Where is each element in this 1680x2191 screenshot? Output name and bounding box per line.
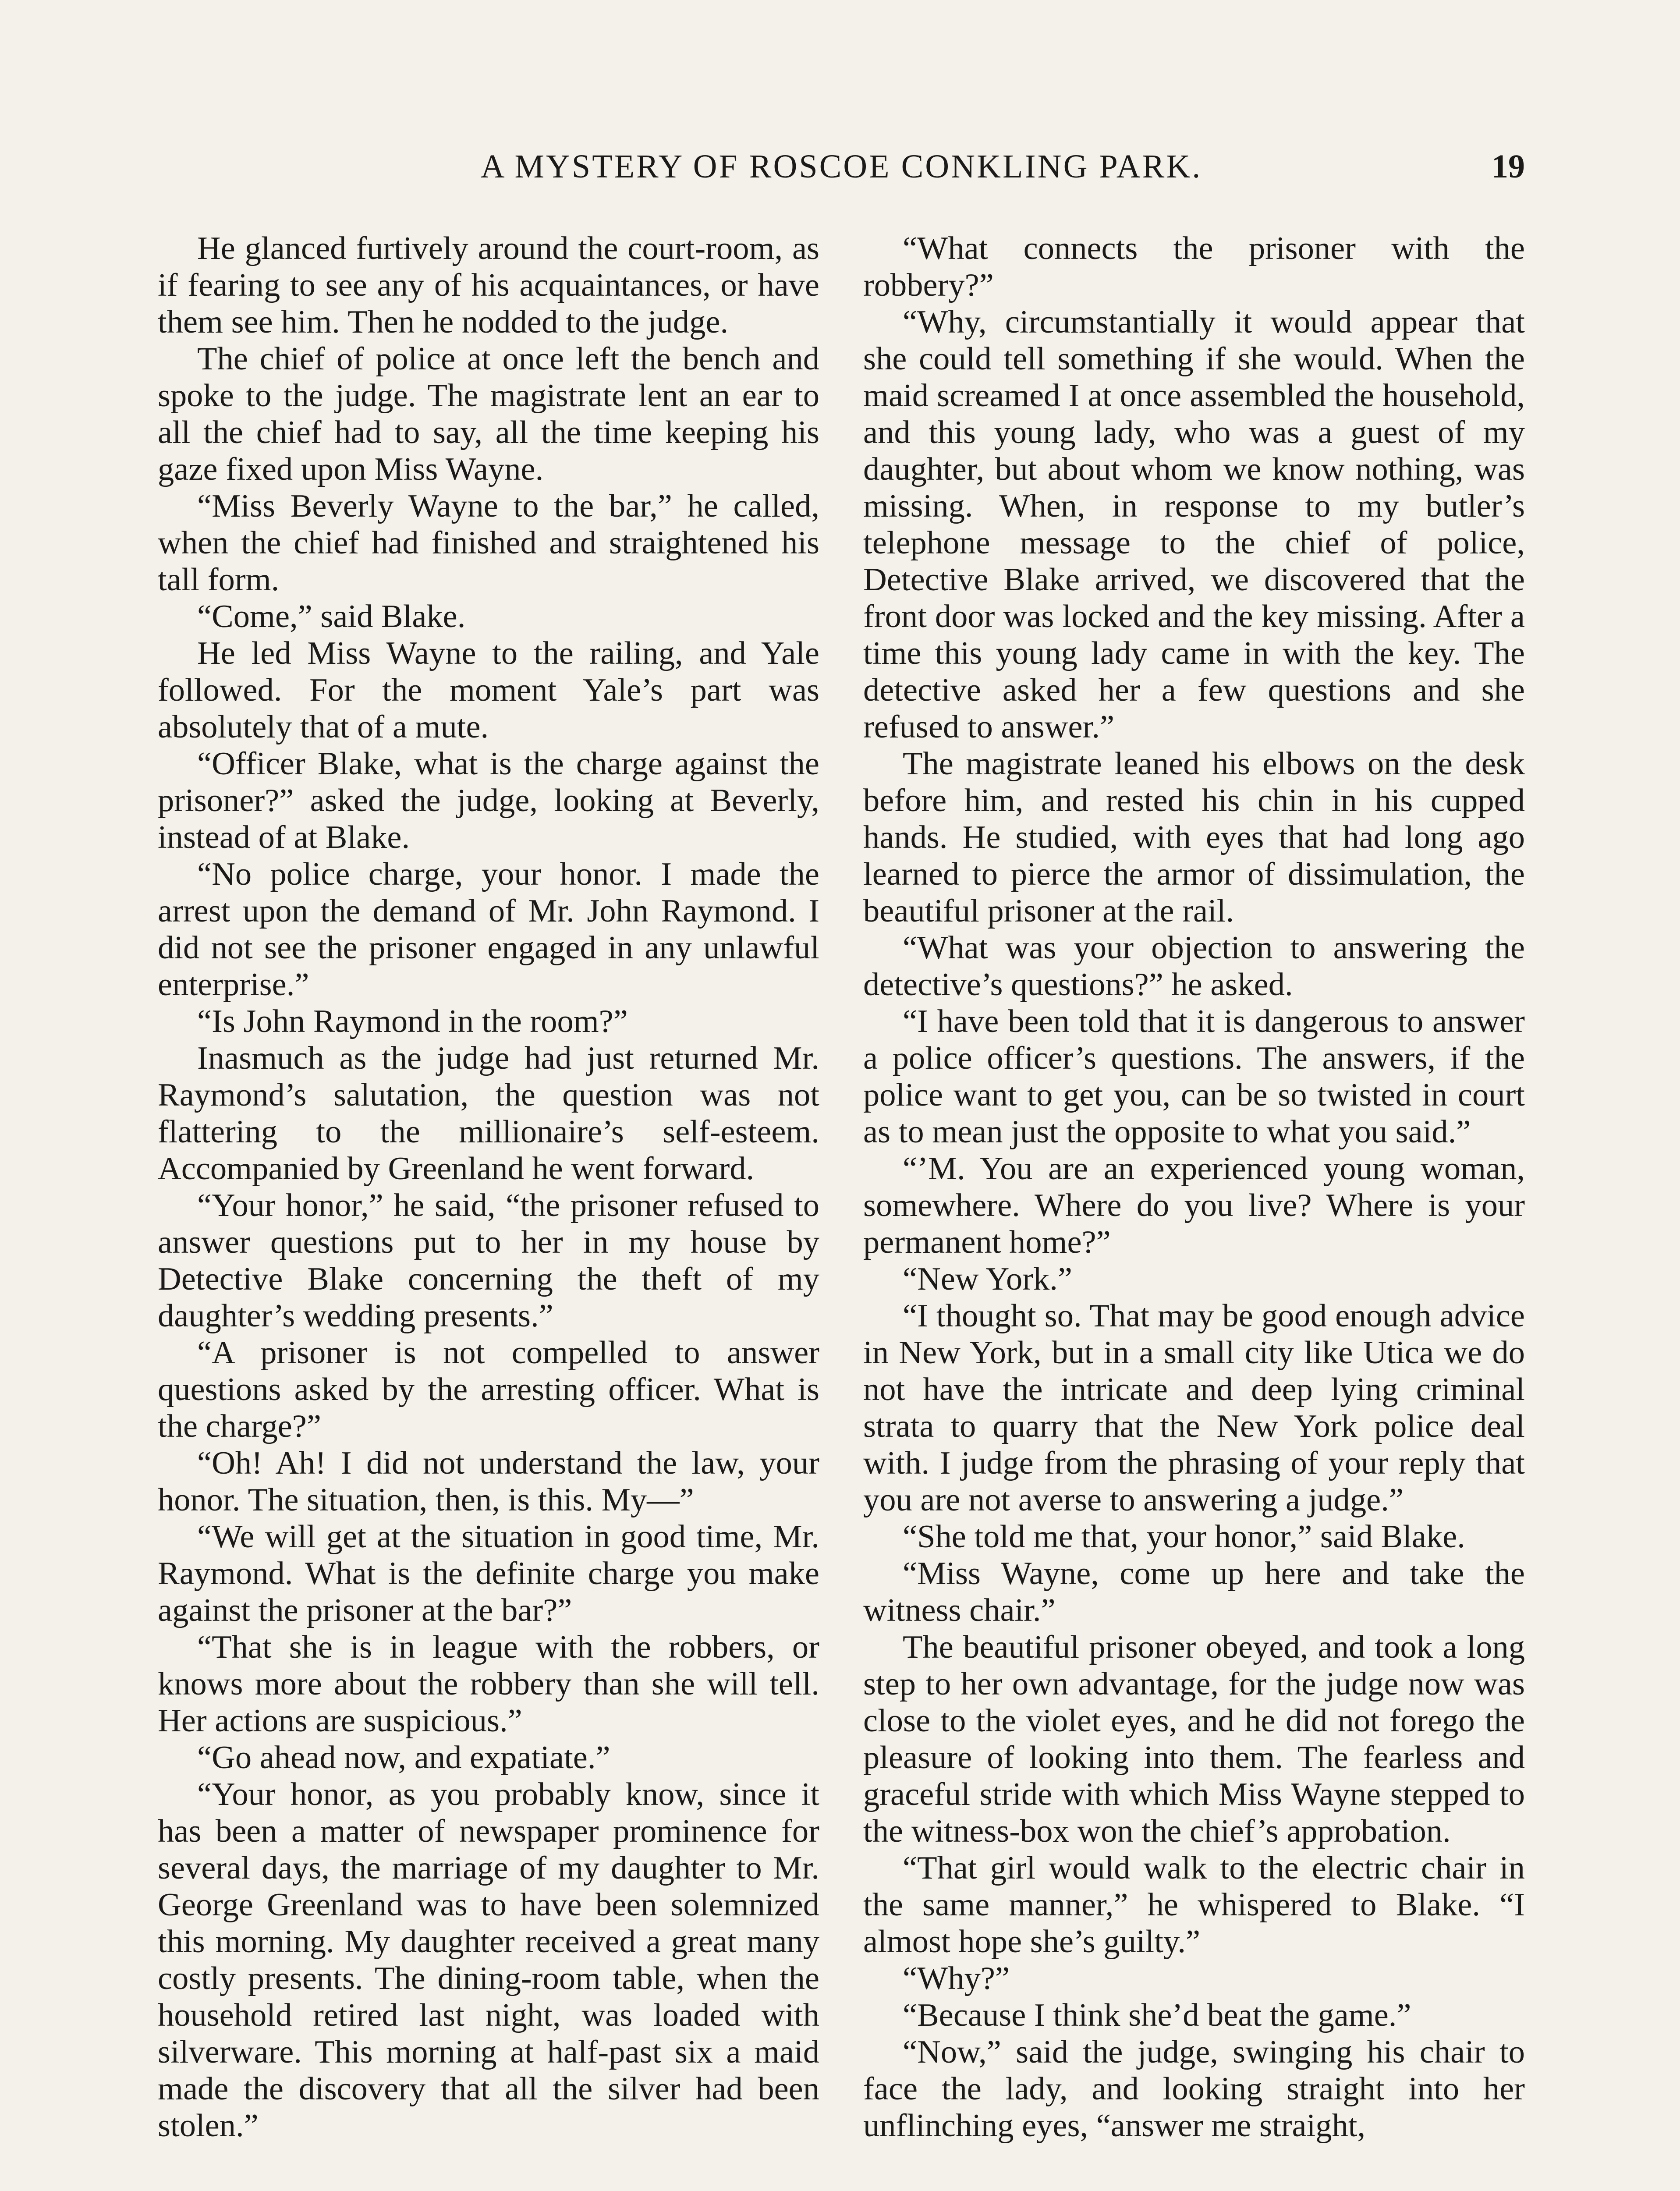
paragraph: “Your honor, as you probably know, since it has been a matter of newspaper prominence for several days, the marriage of my daughter to Mr. George Greenland was to have been solemnized this morning. My daughter received a great many costly presents. The dining-room table, when the household retired last night, was loaded with silverware. This morning at half-past six a maid made the discovery that all the silver had been stolen.”	[158, 1776, 819, 2144]
paragraph: “We will get at the situation in good time, Mr. Raymond. What is the definite charge you make against the prisoner at the bar?”	[158, 1519, 819, 1628]
paragraph: “Miss Wayne, come up here and take the witness chair.”	[863, 1556, 1525, 1628]
paragraph: “Is John Raymond in the room?”	[197, 1003, 628, 1039]
paragraph: “Because I think she’d beat the game.”	[903, 1997, 1411, 2033]
running-head-title: A MYSTERY OF ROSCOE CONKLING PARK.	[480, 148, 1202, 185]
paragraph: Inasmuch as the judge had just returned Mr. Raymond’s salutation, the question was not flattering to the millionaire’s self-esteem. Accompanied by Greenland he went forward.	[158, 1040, 819, 1187]
paragraph: “That she is in league with the robbers, or knows more about the robbery than she will tell. Her actions are suspicious.”	[158, 1629, 819, 1739]
paragraph: “Now,” said the judge, swinging his chair to face the lady, and looking straight into her unflinching eyes, “answer me straight,	[863, 2034, 1525, 2144]
paragraph: “I thought so. That may be good enough advice in New York, but in a small city like Utica we do not have the intricate and deep lying criminal strata to quarry that the New York police deal with. I judge from the phrasing of your reply that you are not averse to answering a judge.”	[863, 1298, 1525, 1518]
page-number: 19	[1492, 148, 1525, 185]
paragraph: The magistrate leaned his elbows on the desk before him, and rested his chin in his cupped hands. He studied, with eyes that had long ago learned to pierce the armor of dissimulation, the beautiful prisoner at the rail.	[863, 746, 1525, 929]
paragraph: The chief of police at once left the bench and spoke to the judge. The magistrate lent an ear to all the chief had to say, all the time keeping his gaze fixed upon Miss Wayne.	[158, 341, 819, 487]
paragraph: “She told me that, your honor,” said Blake.	[903, 1519, 1465, 1555]
paragraph: “Why, circumstantially it would appear that she could tell something if she would. When the maid screamed I at once assembled the household, and this young lady, who was a guest of my daughter, but about whom we know nothing, was missing. When, in response to my butler’s telephone message to the chief of police, Detective Blake arrived, we discovered that the front door was locked and the key missing. After a time this young lady came in with the key. The detective asked her a few questions and she refused to answer.”	[863, 304, 1525, 745]
paragraph: He led Miss Wayne to the railing, and Yale followed. For the moment Yale’s part was absolutely that of a mute.	[158, 635, 819, 745]
text-column-left	[158, 230, 819, 2144]
paragraph: “Your honor,” he said, “the prisoner refused to answer questions put to her in my house by Detective Blake concerning the theft of my daughter’s wedding presents.”	[158, 1188, 819, 1334]
page-header	[158, 145, 1525, 202]
text-column-right	[863, 230, 1525, 2144]
paragraph: “That girl would walk to the electric chair in the same manner,” he whispered to Blake. “I almost hope she’s guilty.”	[863, 1850, 1525, 1960]
paragraph: “Officer Blake, what is the charge against the prisoner?” asked the judge, looking at Beverly, instead of at Blake.	[158, 746, 819, 855]
paragraph: “New York.”	[903, 1261, 1072, 1297]
paragraph: “’M. You are an experienced young woman, somewhere. Where do you live? Where is your permanent home?”	[863, 1151, 1525, 1260]
paragraph: “What was your objection to answering the detective’s questions?” he asked.	[863, 930, 1525, 1003]
paragraph: “Miss Beverly Wayne to the bar,” he called, when the chief had finished and straightened his tall form.	[158, 488, 819, 598]
paragraph: “Why?”	[903, 1961, 1010, 1996]
paragraph: “Oh! Ah! I did not understand the law, your honor. The situation, then, is this. My—”	[158, 1445, 819, 1518]
paragraph: The beautiful prisoner obeyed, and took a long step to her own advantage, for the judge now was close to the violet eyes, and he did not forego the pleasure of looking into them. The fearless and graceful stride with which Miss Wayne stepped to the witness-box won the chief’s approbation.	[863, 1629, 1525, 1849]
paragraph: “What connects the prisoner with the robbery?”	[863, 230, 1525, 303]
paragraph: “Go ahead now, and expatiate.”	[197, 1740, 610, 1776]
paragraph: “A prisoner is not compelled to answer questions asked by the arresting officer. What is the charge?”	[158, 1335, 819, 1444]
paragraph: “No police charge, your honor. I made the arrest upon the demand of Mr. John Raymond. I did not see the prisoner engaged in any unlawful enterprise.”	[158, 856, 819, 1003]
paragraph: “Come,” said Blake.	[197, 599, 466, 635]
paragraph: “I have been told that it is dangerous to answer a police officer’s questions. The answers, if the police want to get you, can be so twisted in court as to mean just the opposite to what you said.”	[863, 1003, 1525, 1150]
paragraph: He glanced furtively around the court-room, as if fearing to see any of his acquaintances, or have them see him. Then he nodded to the judge.	[158, 230, 819, 340]
